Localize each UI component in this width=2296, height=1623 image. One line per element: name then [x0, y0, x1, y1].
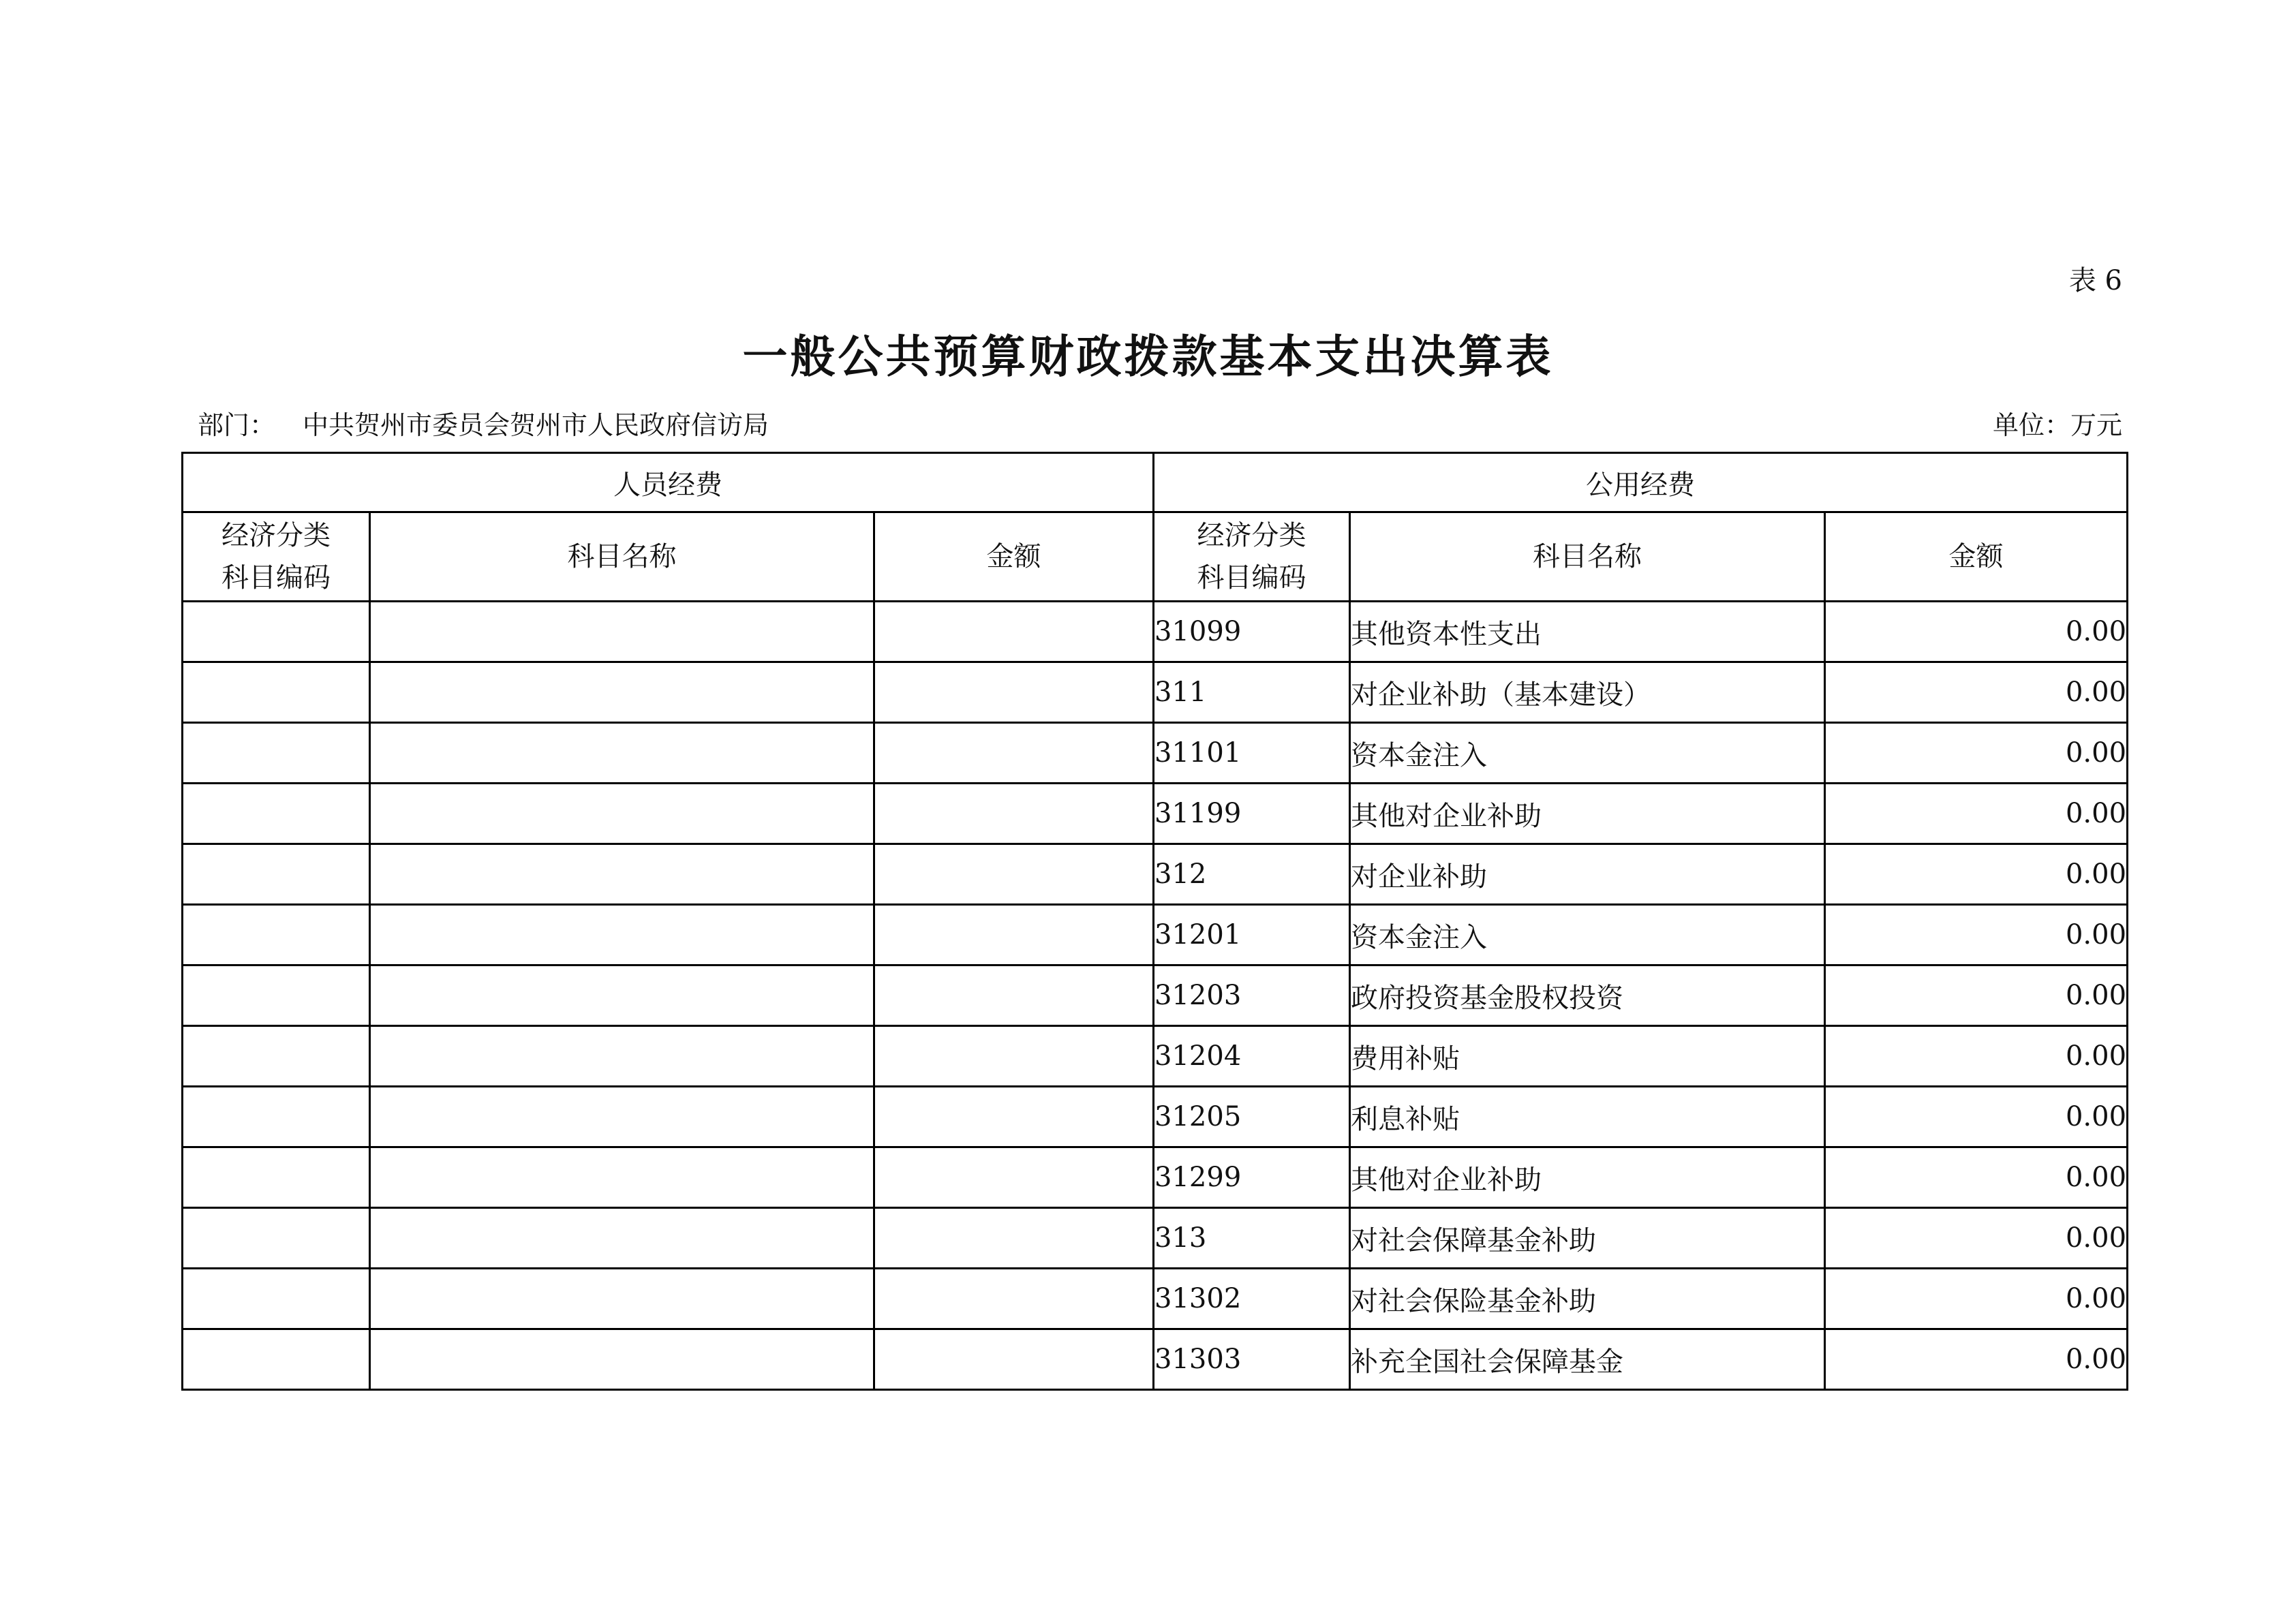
unit-label: 单位：万元 — [1992, 410, 2122, 440]
department-line — [198, 404, 769, 442]
public-code-cell: 311 — [1154, 662, 1350, 723]
public-code-cell: 31201 — [1154, 905, 1350, 965]
personnel-amount-cell — [874, 1329, 1154, 1390]
personnel-code-cell — [183, 1269, 370, 1329]
public-name-cell: 其他对企业补助 — [1350, 784, 1825, 844]
personnel-amount-cell — [874, 965, 1154, 1026]
table-row — [183, 1269, 2128, 1329]
personnel-amount-cell — [874, 844, 1154, 905]
public-name-cell: 利息补贴 — [1350, 1087, 1825, 1147]
personnel-amount-cell — [874, 1269, 1154, 1329]
public-amount-cell: 0.00 — [1825, 1087, 2128, 1147]
group-personnel-header: 人员经费 — [183, 453, 1154, 512]
public-name-cell: 其他资本性支出 — [1350, 602, 1825, 662]
page-title: 一般公共预算财政拨款基本支出决算表 — [742, 330, 1554, 383]
department-label: 部门： — [198, 410, 276, 440]
table-row — [183, 662, 2128, 723]
public-amount-cell: 0.00 — [1825, 1269, 2128, 1329]
department-name: 中共贺州市委员会贺州市人民政府信访局 — [303, 410, 769, 440]
personnel-code-header: 经济分类 科目编码 — [183, 512, 370, 602]
public-name-cell: 资本金注入 — [1350, 905, 1825, 965]
personnel-code-cell — [183, 1026, 370, 1087]
personnel-code-cell — [183, 1208, 370, 1269]
personnel-code-cell — [183, 784, 370, 844]
group-header-row — [183, 453, 2128, 512]
personnel-name-cell — [370, 1026, 874, 1087]
personnel-amount-cell — [874, 1087, 1154, 1147]
public-amount-cell: 0.00 — [1825, 602, 2128, 662]
personnel-code-cell — [183, 662, 370, 723]
table-row — [183, 905, 2128, 965]
personnel-amount-cell — [874, 1147, 1154, 1208]
public-code-cell: 31205 — [1154, 1087, 1350, 1147]
public-code-cell: 313 — [1154, 1208, 1350, 1269]
personnel-amount-cell — [874, 905, 1154, 965]
table-row — [183, 723, 2128, 784]
table-row — [183, 1208, 2128, 1269]
table-row — [183, 844, 2128, 905]
table-row — [183, 965, 2128, 1026]
public-name-cell: 对企业补助（基本建设） — [1350, 662, 1825, 723]
personnel-name-cell — [370, 784, 874, 844]
table-row — [183, 1087, 2128, 1147]
personnel-code-cell — [183, 1147, 370, 1208]
public-amount-header: 金额 — [1825, 512, 2128, 602]
personnel-name-cell — [370, 1269, 874, 1329]
personnel-code-cell — [183, 723, 370, 784]
personnel-name-cell — [370, 1329, 874, 1390]
personnel-name-cell — [370, 1087, 874, 1147]
personnel-code-cell — [183, 602, 370, 662]
personnel-name-cell — [370, 965, 874, 1026]
public-name-cell: 对企业补助 — [1350, 844, 1825, 905]
public-name-cell: 对社会保障基金补助 — [1350, 1208, 1825, 1269]
public-name-cell: 资本金注入 — [1350, 723, 1825, 784]
public-amount-cell: 0.00 — [1825, 965, 2128, 1026]
personnel-name-cell — [370, 905, 874, 965]
public-amount-cell: 0.00 — [1825, 1208, 2128, 1269]
personnel-code-cell — [183, 965, 370, 1026]
personnel-name-cell — [370, 1147, 874, 1208]
public-amount-cell: 0.00 — [1825, 784, 2128, 844]
public-code-cell: 31199 — [1154, 784, 1350, 844]
personnel-name-cell — [370, 602, 874, 662]
public-amount-cell: 0.00 — [1825, 662, 2128, 723]
table-row — [183, 602, 2128, 662]
personnel-amount-cell — [874, 1208, 1154, 1269]
public-code-cell: 31204 — [1154, 1026, 1350, 1087]
public-code-cell: 31299 — [1154, 1147, 1350, 1208]
table-row — [183, 1329, 2128, 1390]
column-header-row — [183, 512, 2128, 602]
public-amount-cell: 0.00 — [1825, 1329, 2128, 1390]
personnel-amount-cell — [874, 784, 1154, 844]
personnel-amount-cell — [874, 662, 1154, 723]
public-code-cell: 312 — [1154, 844, 1350, 905]
personnel-name-cell — [370, 662, 874, 723]
public-code-header: 经济分类 科目编码 — [1154, 512, 1350, 602]
public-code-cell: 31101 — [1154, 723, 1350, 784]
personnel-name-cell — [370, 723, 874, 784]
personnel-amount-cell — [874, 723, 1154, 784]
table-row — [183, 784, 2128, 844]
table-row — [183, 1026, 2128, 1087]
personnel-amount-header: 金额 — [874, 512, 1154, 602]
personnel-name-cell — [370, 1208, 874, 1269]
public-amount-cell: 0.00 — [1825, 1147, 2128, 1208]
personnel-code-cell — [183, 1087, 370, 1147]
personnel-code-cell — [183, 905, 370, 965]
public-name-cell: 对社会保险基金补助 — [1350, 1269, 1825, 1329]
public-name-cell: 其他对企业补助 — [1350, 1147, 1825, 1208]
public-amount-cell: 0.00 — [1825, 905, 2128, 965]
public-name-header: 科目名称 — [1350, 512, 1825, 602]
public-amount-cell: 0.00 — [1825, 723, 2128, 784]
personnel-amount-cell — [874, 1026, 1154, 1087]
public-amount-cell: 0.00 — [1825, 844, 2128, 905]
public-amount-cell: 0.00 — [1825, 1026, 2128, 1087]
public-code-cell: 31203 — [1154, 965, 1350, 1026]
personnel-code-cell — [183, 844, 370, 905]
table-number: 表 6 — [2068, 265, 2122, 296]
personnel-code-cell — [183, 1329, 370, 1390]
personnel-amount-cell — [874, 602, 1154, 662]
personnel-name-header: 科目名称 — [370, 512, 874, 602]
table-row — [183, 1147, 2128, 1208]
public-name-cell: 费用补贴 — [1350, 1026, 1825, 1087]
public-name-cell: 政府投资基金股权投资 — [1350, 965, 1825, 1026]
public-name-cell: 补充全国社会保障基金 — [1350, 1329, 1825, 1390]
public-code-cell: 31099 — [1154, 602, 1350, 662]
public-code-cell: 31302 — [1154, 1269, 1350, 1329]
public-code-cell: 31303 — [1154, 1329, 1350, 1390]
personnel-name-cell — [370, 844, 874, 905]
group-public-header: 公用经费 — [1154, 453, 2128, 512]
budget-table — [181, 452, 2128, 1391]
